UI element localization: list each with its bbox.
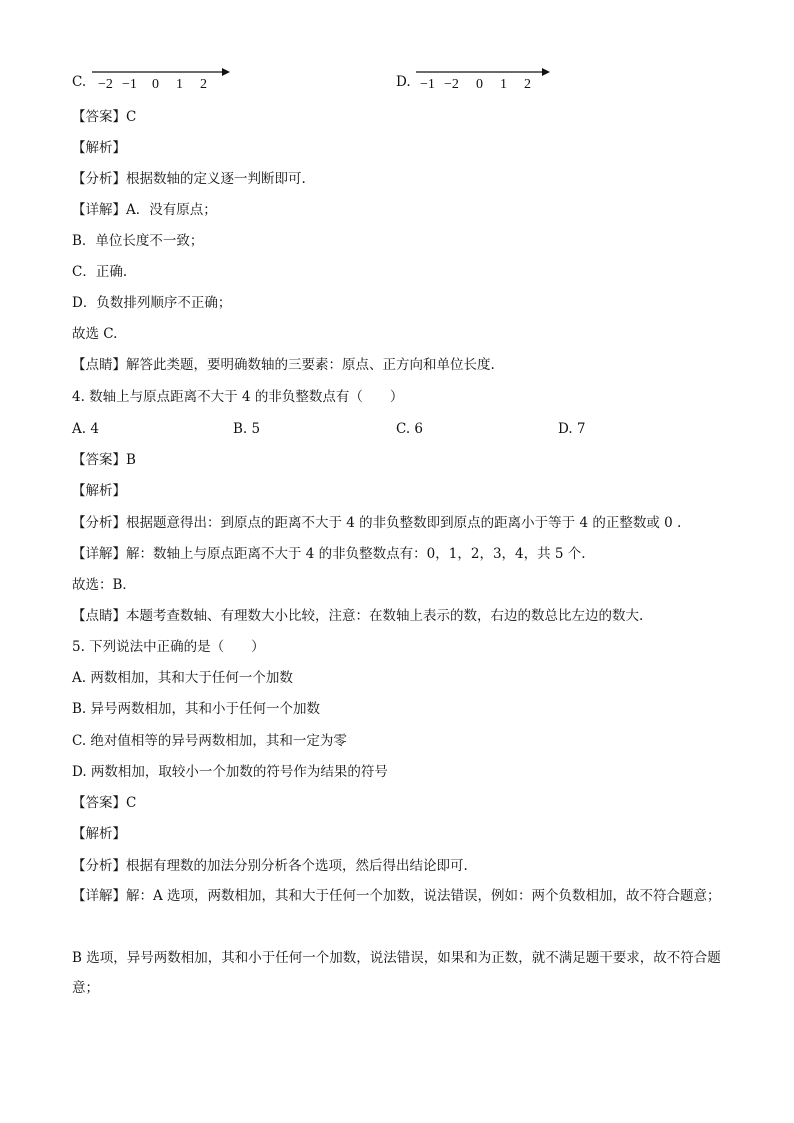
q3-detail-b: B．单位长度不一致； bbox=[72, 233, 204, 249]
q3-comment: 【点睛】解答此类题，要明确数轴的三要素：原点、正方向和单位长度. bbox=[72, 357, 495, 373]
q5-analysis-heading: 【解析】 bbox=[72, 826, 126, 842]
q4-stem: 4. 数轴上与原点距离不大于 4 的非负整数点有（ ） bbox=[72, 389, 404, 405]
q3-option-d-number-line bbox=[414, 62, 554, 94]
q4-detail: 【详解】解：数轴上与原点距离不大于 4 的非负整数点有：0，1，2，3，4，共 5 个. bbox=[72, 546, 586, 562]
q4-choice: 故选：B． bbox=[72, 577, 136, 593]
q5-option-b: B. 异号两数相加，其和小于任何一个加数 bbox=[72, 701, 321, 717]
tick-label: 0 bbox=[152, 77, 159, 92]
q3-option-c-letter: C. bbox=[72, 74, 87, 90]
q3-detail-c: C．正确. bbox=[72, 264, 128, 280]
arrow-right-icon bbox=[222, 68, 230, 76]
tick-label: 1 bbox=[176, 77, 183, 92]
q4-option-c: C. 6 bbox=[396, 421, 424, 437]
q5-option-a: A. 两数相加，其和大于任何一个加数 bbox=[72, 670, 293, 686]
q4-option-b: B. 5 bbox=[233, 421, 261, 437]
q4-analysis: 【分析】根据题意得出：到原点的距离不大于 4 的非负整数即到原点的距离小于等于 4 的正整数或 0 . bbox=[72, 515, 682, 531]
tick-label: −2 bbox=[444, 77, 459, 92]
q3-analysis-heading: 【解析】 bbox=[72, 140, 126, 156]
q4-analysis-heading: 【解析】 bbox=[72, 483, 126, 499]
q3-detail-a: 【详解】A．没有原点； bbox=[72, 202, 217, 218]
q5-answer: 【答案】C bbox=[72, 795, 137, 811]
q3-detail-d: D．负数排列顺序不正确； bbox=[72, 295, 232, 311]
q3-option-c-number-line bbox=[90, 62, 230, 94]
tick-label: 2 bbox=[200, 77, 207, 92]
q3-answer: 【答案】C bbox=[72, 109, 137, 125]
q4-option-a: A. 4 bbox=[72, 421, 99, 437]
q5-analysis: 【分析】根据有理数的加法分别分析各个选项，然后得出结论即可. bbox=[72, 858, 468, 874]
q4-answer: 【答案】B bbox=[72, 452, 136, 468]
tick-label: −1 bbox=[420, 77, 435, 92]
arrow-right-icon bbox=[542, 68, 550, 76]
q4-comment: 【点睛】本题考查数轴、有理数大小比较，注意：在数轴上表示的数，右边的数总比左边的数大. bbox=[72, 608, 644, 624]
q5-option-c: C. 绝对值相等的异号两数相加，其和一定为零 bbox=[72, 733, 347, 749]
q3-choice: 故选 C. bbox=[72, 326, 118, 342]
tick-label: 2 bbox=[524, 77, 531, 92]
q5-detail-b: B 选项，异号两数相加，其和小于任何一个加数，说法错误，如果和为正数，就不满足题干要求，故不符合题意； bbox=[72, 950, 721, 996]
q3-analysis: 【分析】根据数轴的定义逐一判断即可. bbox=[72, 171, 306, 187]
tick-label: 1 bbox=[500, 77, 507, 92]
q5-option-d: D. 两数相加，取较小一个加数的符号作为结果的符号 bbox=[72, 764, 388, 780]
tick-label: −2 bbox=[98, 77, 113, 92]
tick-label: −1 bbox=[122, 77, 137, 92]
tick-label: 0 bbox=[476, 77, 483, 92]
q5-detail-a: 【详解】解：A 选项，两数相加，其和大于任何一个加数，说法错误，例如：两个负数相加，故不符合题意； bbox=[72, 888, 721, 904]
q4-option-d: D. 7 bbox=[558, 421, 586, 437]
q3-option-d-letter: D. bbox=[396, 74, 411, 90]
q5-stem: 5. 下列说法中正确的是（ ） bbox=[72, 639, 265, 655]
